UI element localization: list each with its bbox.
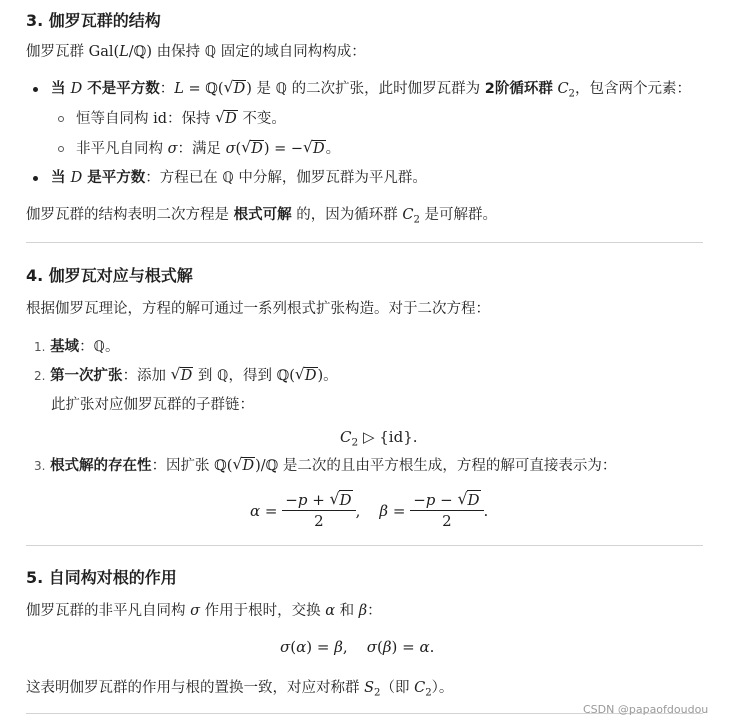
sub-bullet-nontrivial: 非平凡自同构 σ：满足 σ( √ D) = − √ D。 [76, 138, 341, 157]
section-4-heading: 4. 伽罗瓦对应与根式解 [26, 266, 193, 285]
list-item-radical-solution: 3. 根式解的存在性：因扩张 ℚ( √ D)/ℚ 是二次的且由平方根生成，方程的解可直接表示为： [34, 455, 617, 474]
sub-bullet-identity: 恒等自同构 id：保持 √ D 不变。 [76, 108, 286, 127]
section-3-conclusion: 伽罗瓦群的结构表明二次方程是 根式可解 的，因为循环群 $C_2$ 是可解群。 [26, 207, 497, 226]
section-3-heading: 3. 伽罗瓦群的结构 [26, 11, 161, 30]
automorphism-action-formula: σ(α) = β, σ(β) = α. [280, 638, 435, 656]
section-5-intro: 伽罗瓦群的非平凡自同构 σ 作用于根时，交换 α 和 β： [26, 603, 382, 619]
bullet-dot [33, 176, 38, 181]
list-item-base-field: 1. 基域：ℚ。 [34, 339, 120, 355]
section-4-intro: 根据伽罗瓦理论，方程的解可通过一系列根式扩张构造。对于二次方程： [26, 301, 490, 317]
bullet-dot [33, 87, 38, 92]
subgroup-chain-formula: $C_2$ ▷ {id}. [340, 428, 418, 449]
watermark: CSDN @papaofdoudou [583, 703, 709, 716]
bullet-square: 当 D 是平方数：方程已在 ℚ 中分解，伽罗瓦群为平凡群。 [51, 170, 427, 186]
list-item-first-extension: 2. 第一次扩张：添加 √ D 到 ℚ，得到 ℚ( √ D)。 [34, 365, 338, 384]
subgroup-chain-text: 此扩张对应伽罗瓦群的子群链： [51, 397, 254, 413]
sub-bullet-circle [58, 116, 64, 122]
sub-bullet-circle [58, 146, 64, 152]
divider [26, 242, 703, 243]
divider [26, 545, 703, 546]
section-3-intro: 伽罗瓦群 Gal(L/ℚ) 由保持 ℚ 固定的域自同构构成： [26, 44, 366, 60]
root-formula: α = −p + √ D 2 , β = −p − √ D 2 . [250, 489, 489, 530]
section-5-heading: 5. 自同构对根的作用 [26, 568, 177, 587]
bullet-not-square: 当 D 不是平方数：L = ℚ( √ D) 是 ℚ 的二次扩张，此时伽罗瓦群为 2阶循环群 $C_2$，包含两个元素： [51, 78, 691, 100]
section-5-conclusion: 这表明伽罗瓦群的作用与根的置换一致，对应对称群 $S_2$（即 $C_2$）。 [26, 680, 454, 699]
